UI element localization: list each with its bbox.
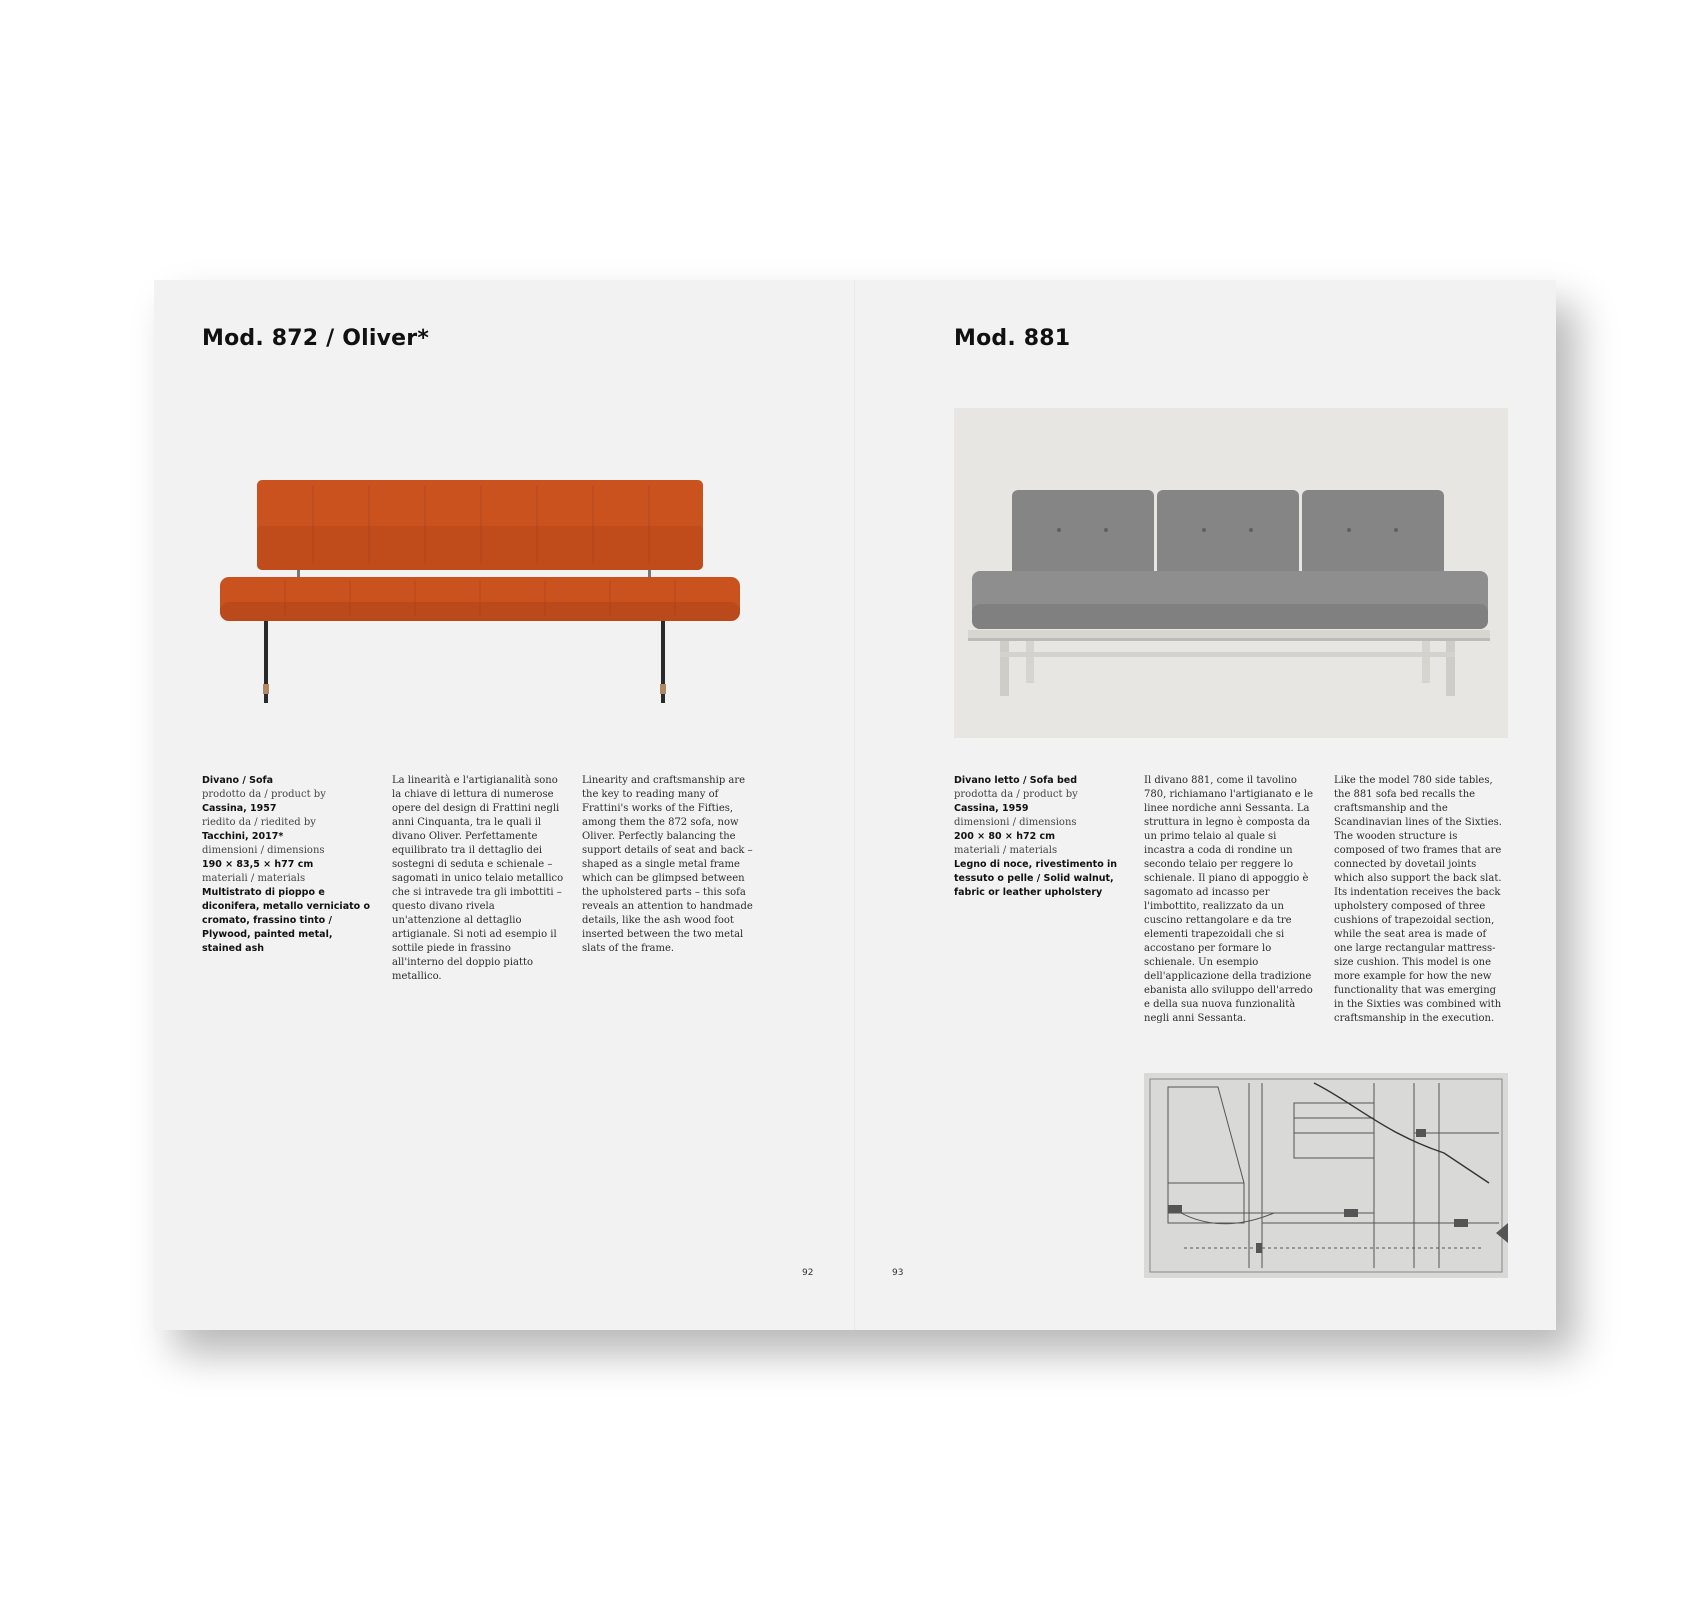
left-italian-column [392, 774, 564, 984]
spec-materials: Legno di noce, rivestimento in tessuto o pelle / Solid walnut, fabric or leather upholstery [954, 859, 1118, 898]
right-italian-column [1144, 774, 1316, 1026]
grey-sofa-bed-photo [954, 408, 1508, 738]
english-text: Like the model 780 side tables, the 881 sofa bed recalls the craftsmanship and the Scandinavian lines of the Sixties. The wooden structure is composed of two frames that are connected by dovetail joints which also support the back slat. Its indentation receives the back upholstery composed of three cushions of trapezoidal section, while the seat area is made of one large rectangular mattress-size cushion. This model is one more example for how the new functionality that was emerging in the Sixties was combined with craftsmanship in the execution. [1334, 775, 1502, 1024]
orange-sofa-photo [202, 480, 742, 720]
gutter [854, 280, 856, 1330]
spec-type: Divano / Sofa [202, 775, 274, 786]
page-number-left: 92 [802, 1268, 814, 1278]
spec-label: materiali / materials [954, 845, 1058, 856]
italian-text: La linearità e l'artigianalità sono la chiave di lettura di numerose opere del design di Frattini negli anni Cinquanta, tra le quali il divano Oliver. Perfettamente equilibrato tra il dettaglio dei sostegni di seduta e schienale – sagomati in unico telaio metallico che si intravede tra gli imbottiti – questo divano rivela un'attenzione al dettaglio artigianale. Si noti ad esempio il sottile piede in frassino all'interno del doppio piatto metallico. [392, 775, 564, 982]
spec-materials: Multistrato di pioppo e diconifera, metallo verniciato o cromato, frassino tinto / Plywood, painted metal, stained ash [202, 887, 371, 954]
spec-label: dimensioni / dimensions [954, 817, 1077, 828]
spec-label: prodotta da / product by [954, 789, 1078, 800]
spec-dimensions: 200 × 80 × h72 cm [954, 831, 1056, 842]
spec-manufacturer: Cassina, 1957 [202, 803, 277, 814]
spec-manufacturer: Cassina, 1959 [954, 803, 1029, 814]
italian-text: Il divano 881, come il tavolino 780, richiamano l'artigianato e le linee nordiche anni Sessanta. La struttura in legno è composta da un primo telaio al quale si incastra a coda di rondine un secondo telaio per reggere lo schienale. Il piano di appoggio è sagomato ad incasso per l'imbottito, realizzato da un cuscino rettangolare e da tre elementi trapezoidali che si accostano per formare lo schienale. Un esempio dell'applicazione della tradizione ebanista allo sviluppo dell'arredo e della sua nuova funzionalità negli anni Sessanta. [1144, 775, 1314, 1024]
technical-drawing [1144, 1073, 1508, 1278]
right-page-title: Mod. 881 [954, 326, 1071, 351]
spec-label: riedito da / riedited by [202, 817, 316, 828]
left-english-column [582, 774, 754, 956]
left-spec-column [202, 774, 374, 956]
spec-reeditor: Tacchini, 2017* [202, 831, 284, 842]
english-text: Linearity and craftsmanship are the key to reading many of Frattini's works of the Fifties, among them the 872 sofa, now Oliver. Perfectly balancing the support details of seat and back – shaped as a single metal frame which can be glimpsed between the upholstered parts – this sofa reveals an attention to handmade details, like the ash wood foot inserted between the two metal slats of the frame. [582, 775, 753, 954]
spec-label: dimensioni / dimensions [202, 845, 325, 856]
book-spread [154, 280, 1556, 1330]
spec-type: Divano letto / Sofa bed [954, 775, 1077, 786]
spec-label: materiali / materials [202, 873, 306, 884]
right-english-column [1334, 774, 1506, 1026]
spec-label: prodotto da / product by [202, 789, 326, 800]
right-spec-column [954, 774, 1126, 900]
spec-dimensions: 190 × 83,5 × h77 cm [202, 859, 314, 870]
left-page-title: Mod. 872 / Oliver* [202, 326, 430, 351]
page-number-right: 93 [892, 1268, 904, 1278]
